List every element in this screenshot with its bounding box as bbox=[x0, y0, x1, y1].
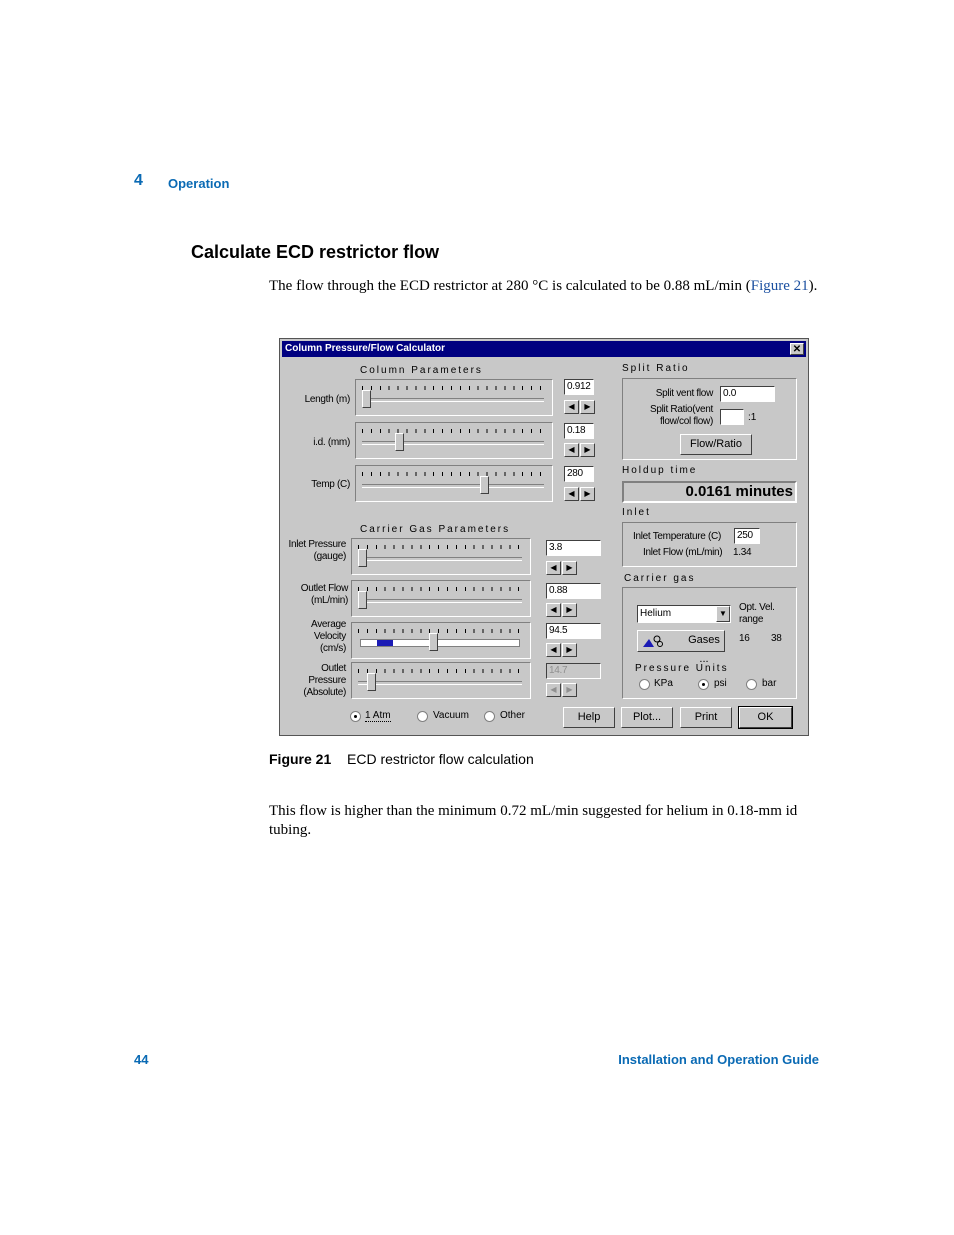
slider-ticks bbox=[362, 472, 544, 476]
avg-velocity-slider[interactable] bbox=[351, 622, 531, 659]
id-input[interactable]: 0.18 bbox=[564, 423, 594, 439]
inlet-title: Inlet bbox=[622, 507, 651, 518]
outlet-pressure-decrease-button: ◀ bbox=[546, 683, 561, 697]
section-title: Calculate ECD restrictor flow bbox=[191, 242, 440, 262]
split-vent-flow-label: Split vent flow bbox=[655, 388, 713, 399]
split-ratio-group bbox=[622, 378, 797, 460]
length-increase-button[interactable]: ▶ bbox=[580, 400, 595, 414]
slider-track bbox=[358, 681, 522, 685]
radio-psi-label: psi bbox=[714, 678, 727, 689]
outlet-flow-label: Outlet Flow (mL/min) bbox=[300, 583, 348, 606]
figure-link[interactable]: Figure 21 bbox=[750, 278, 809, 294]
radio-vacuum-label: Vacuum bbox=[433, 710, 469, 721]
length-label: Length (m) bbox=[304, 394, 350, 405]
outlet-flow-input[interactable]: 0.88 bbox=[546, 583, 601, 599]
slider-ticks bbox=[362, 429, 544, 433]
dialog-title: Column Pressure/Flow Calculator bbox=[285, 343, 446, 354]
slider-track bbox=[362, 398, 544, 402]
inlet-pressure-increase-button[interactable]: ▶ bbox=[562, 561, 577, 575]
split-ratio-suffix: :1 bbox=[748, 412, 757, 423]
pressure-units-title: Pressure Units bbox=[635, 663, 729, 674]
inlet-group bbox=[622, 522, 797, 567]
slider-ticks bbox=[358, 545, 522, 549]
intro-text-after: ). bbox=[808, 278, 818, 294]
print-button[interactable]: Print bbox=[680, 707, 732, 728]
intro-paragraph bbox=[269, 277, 829, 296]
outlet-flow-slider[interactable] bbox=[351, 580, 531, 617]
outlet-pressure-increase-button: ▶ bbox=[562, 683, 577, 697]
carrier-gas-title: Carrier gas bbox=[624, 573, 696, 584]
inlet-pressure-input[interactable]: 3.8 bbox=[546, 540, 601, 556]
radio-vacuum[interactable] bbox=[417, 711, 428, 722]
slider-ticks bbox=[358, 669, 522, 673]
chevron-down-icon[interactable]: ▼ bbox=[716, 606, 730, 622]
split-vent-flow-input[interactable]: 0.0 bbox=[720, 386, 775, 402]
holdup-value: 0.0161 minutes bbox=[622, 481, 797, 503]
plot-button[interactable]: Plot... bbox=[621, 707, 673, 728]
dialog-titlebar[interactable] bbox=[282, 341, 806, 357]
carrier-params-title: Carrier Gas Parameters bbox=[360, 524, 511, 535]
id-increase-button[interactable]: ▶ bbox=[580, 443, 595, 457]
inlet-temp-input[interactable]: 250 bbox=[734, 528, 760, 544]
figure-caption-text: ECD restrictor flow calculation bbox=[347, 751, 534, 767]
length-slider[interactable] bbox=[355, 379, 553, 416]
temp-input[interactable]: 280 bbox=[564, 466, 594, 482]
temp-increase-button[interactable]: ▶ bbox=[580, 487, 595, 501]
temp-slider[interactable] bbox=[355, 465, 553, 502]
holdup-title: Holdup time bbox=[622, 465, 698, 476]
slider-track bbox=[358, 557, 522, 561]
avg-velocity-input[interactable]: 94.5 bbox=[546, 623, 601, 639]
radio-other[interactable] bbox=[484, 711, 495, 722]
figure-label: Figure 21 bbox=[269, 751, 332, 767]
id-decrease-button[interactable]: ◀ bbox=[564, 443, 579, 457]
opt-vel-min: 16 bbox=[739, 633, 750, 644]
carrier-gas-selected: Helium bbox=[640, 608, 672, 619]
carrier-gas-group bbox=[622, 587, 797, 699]
chapter-name: Operation bbox=[168, 176, 230, 191]
length-decrease-button[interactable]: ◀ bbox=[564, 400, 579, 414]
radio-other-label: Other bbox=[500, 710, 526, 721]
intro-text-before: The flow through the ECD restrictor at 280 °C is calculated to be 0.88 mL/min ( bbox=[269, 278, 751, 294]
inlet-pressure-decrease-button[interactable]: ◀ bbox=[546, 561, 561, 575]
radio-1-atm[interactable] bbox=[350, 711, 361, 722]
ok-button[interactable]: OK bbox=[739, 707, 792, 728]
carrier-gas-select[interactable] bbox=[637, 605, 731, 623]
radio-bar-label: bar bbox=[762, 678, 777, 689]
slider-thumb[interactable] bbox=[480, 476, 489, 494]
slider-ticks bbox=[358, 587, 522, 591]
length-input[interactable]: 0.912 bbox=[564, 379, 594, 395]
velocity-range-fill bbox=[377, 640, 393, 646]
footer-doc-title: Installation and Operation Guide bbox=[618, 1052, 819, 1067]
inlet-pressure-label: Inlet Pressure (gauge) bbox=[288, 539, 346, 562]
opt-vel-max: 38 bbox=[771, 633, 782, 644]
gases-button-label: Gases ... bbox=[688, 634, 720, 665]
radio-psi[interactable] bbox=[698, 679, 709, 690]
split-ratio-title: Split Ratio bbox=[622, 363, 690, 374]
avg-velocity-increase-button[interactable]: ▶ bbox=[562, 643, 577, 657]
avg-velocity-decrease-button[interactable]: ◀ bbox=[546, 643, 561, 657]
outro-paragraph: This flow is higher than the minimum 0.72 mL/min suggested for helium in 0.18-mm id tubing. bbox=[269, 803, 798, 838]
figure-caption bbox=[269, 751, 534, 767]
slider-track bbox=[358, 599, 522, 603]
outlet-pressure-slider[interactable] bbox=[351, 662, 531, 699]
inlet-flow-value: 1.34 bbox=[733, 547, 752, 558]
slider-thumb[interactable] bbox=[358, 591, 367, 609]
slider-track bbox=[362, 484, 544, 488]
page-number: 44 bbox=[134, 1052, 149, 1067]
id-slider[interactable] bbox=[355, 422, 553, 459]
radio-kpa-label: KPa bbox=[654, 678, 673, 689]
slider-track bbox=[362, 441, 544, 445]
slider-thumb[interactable] bbox=[367, 673, 376, 691]
slider-ticks bbox=[358, 629, 522, 633]
avg-velocity-label: Average Velocity (cm/s) bbox=[311, 619, 346, 654]
calculator-dialog bbox=[279, 338, 809, 736]
gases-button[interactable] bbox=[637, 630, 725, 665]
flow-ratio-button[interactable]: Flow/Ratio bbox=[680, 434, 752, 455]
temp-decrease-button[interactable]: ◀ bbox=[564, 487, 579, 501]
split-ratio-input[interactable] bbox=[720, 409, 744, 425]
column-params-title: Column Parameters bbox=[360, 365, 483, 376]
gas-cylinder-icon bbox=[642, 634, 664, 648]
id-label: i.d. (mm) bbox=[313, 437, 350, 448]
radio-kpa[interactable] bbox=[639, 679, 650, 690]
outlet-flow-increase-button[interactable]: ▶ bbox=[562, 603, 577, 617]
radio-bar[interactable] bbox=[746, 679, 757, 690]
inlet-flow-label: Inlet Flow (mL/min) bbox=[643, 547, 723, 558]
opt-vel-label: Opt. Vel. range bbox=[739, 602, 775, 625]
help-button[interactable]: Help bbox=[563, 707, 615, 728]
slider-thumb[interactable] bbox=[429, 633, 438, 651]
velocity-range-bar bbox=[360, 639, 520, 647]
close-icon[interactable]: ✕ bbox=[790, 343, 804, 355]
slider-thumb[interactable] bbox=[358, 549, 367, 567]
inlet-pressure-slider[interactable] bbox=[351, 538, 531, 575]
slider-thumb[interactable] bbox=[362, 390, 371, 408]
outlet-flow-decrease-button[interactable]: ◀ bbox=[546, 603, 561, 617]
slider-ticks bbox=[362, 386, 544, 390]
outlet-pressure-label: Outlet Pressure (Absolute) bbox=[303, 663, 346, 698]
temp-label: Temp (C) bbox=[311, 479, 350, 490]
slider-thumb[interactable] bbox=[395, 433, 404, 451]
inlet-temp-label: Inlet Temperature (C) bbox=[633, 531, 721, 542]
radio-1-atm-label: 1 Atm bbox=[365, 710, 391, 721]
split-ratio-label: Split Ratio(vent flow/col flow) bbox=[649, 404, 713, 427]
outlet-pressure-input: 14.7 bbox=[546, 663, 601, 679]
chapter-number: 4 bbox=[134, 172, 143, 189]
